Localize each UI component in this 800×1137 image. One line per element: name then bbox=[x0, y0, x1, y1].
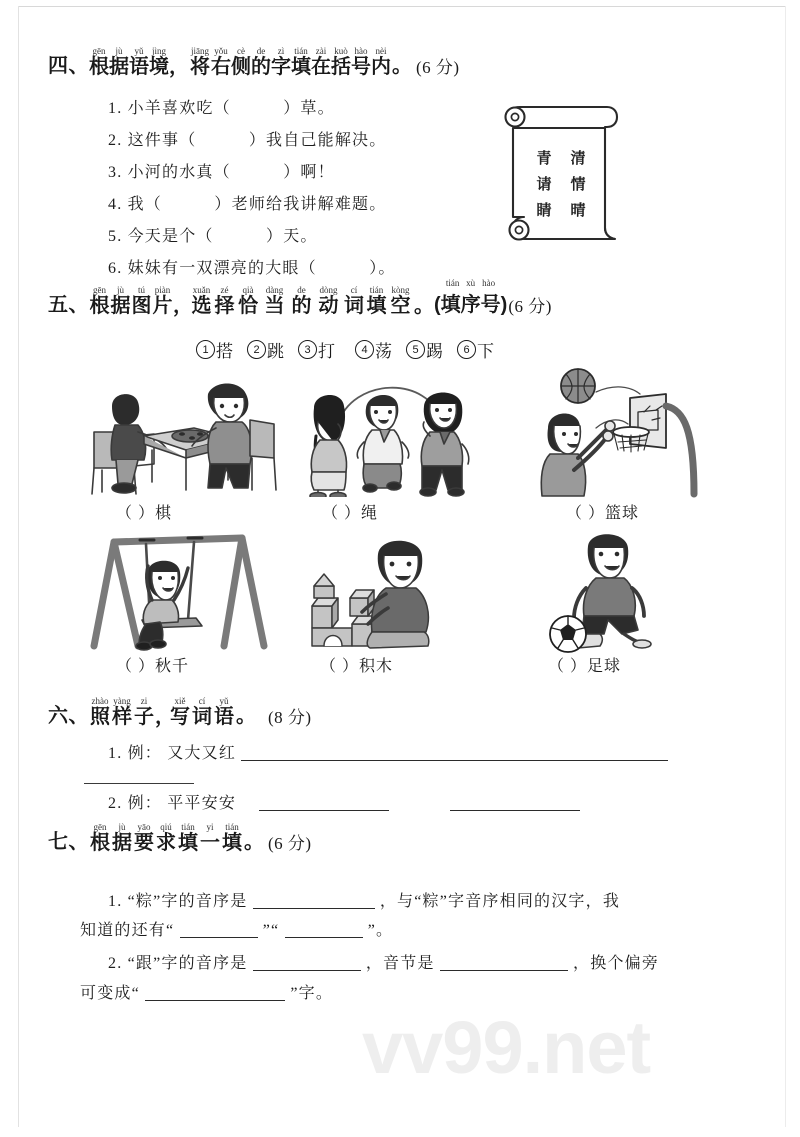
scroll-char-2: 清 bbox=[570, 150, 586, 167]
section-four-title bbox=[89, 44, 391, 78]
item-7-2-number: 2. bbox=[108, 955, 123, 972]
option-1-word: 搭 bbox=[216, 342, 233, 361]
verb-option-2[interactable] bbox=[247, 337, 284, 362]
option-1-number: 1 bbox=[196, 340, 215, 359]
caption-soccer-word: 足球 bbox=[587, 658, 622, 675]
section-five-score: (6 分) bbox=[508, 297, 552, 316]
picture-basketball bbox=[534, 366, 724, 498]
question-4-2-before: 这件事（ bbox=[127, 132, 197, 149]
section-heading-four bbox=[48, 44, 460, 78]
item-6-2-blank-2[interactable] bbox=[450, 810, 580, 811]
section-five-note-text: (填序号) bbox=[434, 294, 508, 316]
section-five-note-pinyin: tián xù hào bbox=[445, 278, 496, 288]
question-4-3-before: 小河的水真（ bbox=[127, 164, 231, 181]
question-4-1-after: ）草。 bbox=[283, 100, 335, 117]
verb-option-3[interactable] bbox=[298, 337, 335, 362]
item-6-2-label: 例： bbox=[127, 795, 163, 812]
caption-building-blocks bbox=[320, 653, 393, 676]
question-4-1-before: 小羊喜欢吃（ bbox=[127, 100, 231, 117]
item-7-2-text-d: 可变成“ bbox=[80, 985, 140, 1002]
item-7-1-blank-2[interactable] bbox=[180, 937, 258, 938]
scroll-char-6: 晴 bbox=[570, 202, 586, 219]
watermark: vv99.net bbox=[362, 1006, 651, 1089]
item-6-2-number: 2. bbox=[108, 795, 123, 812]
item-6-1-blank-1[interactable] bbox=[241, 760, 668, 761]
option-4-number: 4 bbox=[355, 340, 374, 359]
section-four-pinyin: gēn jù yǔ jìng jiāng yǒu cè de zì tián zài kuò hào nèi bbox=[92, 46, 387, 56]
scroll-char-1: 青 bbox=[536, 150, 552, 167]
picture-chess bbox=[82, 372, 282, 497]
question-4-2-after: ）我自己能解决。 bbox=[248, 132, 387, 149]
question-4-1-number: 1. bbox=[108, 100, 123, 117]
item-7-1-line-1 bbox=[108, 888, 620, 911]
section-four-hanzi: 根 据 语 境 ， 将 右 侧 的 字 填 在 括 号 内 bbox=[89, 56, 391, 78]
option-5-number: 5 bbox=[406, 340, 425, 359]
item-6-2-example: 平平安安 bbox=[167, 795, 237, 812]
item-7-2-text-a: “跟”字的音序是 bbox=[127, 955, 248, 972]
page-edge-left bbox=[18, 6, 19, 1127]
picture-soccer bbox=[544, 528, 714, 653]
section-number-seven: 七、 bbox=[48, 831, 89, 853]
section-six-title bbox=[89, 694, 235, 728]
item-6-1 bbox=[108, 740, 668, 763]
caption-basketball-word: 篮球 bbox=[605, 505, 640, 522]
caption-jump-rope-word: 绳 bbox=[361, 505, 379, 522]
item-7-2-text-c: ，换个偏旁 bbox=[573, 955, 660, 972]
section-six-period: 。 bbox=[236, 705, 256, 727]
section-four-period: 。 bbox=[392, 55, 412, 77]
item-6-2 bbox=[108, 790, 580, 813]
question-4-6-number: 6. bbox=[108, 260, 123, 277]
verb-option-4[interactable] bbox=[355, 337, 392, 362]
item-7-1-text-b: ，与“粽”字音序相同的汉字，我 bbox=[379, 893, 621, 910]
item-7-2-text-e: ”字。 bbox=[290, 985, 334, 1002]
item-7-2-blank-1[interactable] bbox=[253, 970, 361, 971]
question-4-3-after: ）啊！ bbox=[283, 164, 335, 181]
question-4-6-before: 妹妹有一双漂亮的大眼（ bbox=[127, 260, 317, 277]
question-4-4-number: 4. bbox=[108, 196, 123, 213]
option-4-word: 荡 bbox=[375, 342, 392, 361]
verb-option-1[interactable] bbox=[196, 337, 233, 362]
verb-option-6[interactable] bbox=[457, 337, 494, 362]
section-six-score: (8 分) bbox=[268, 708, 312, 727]
question-4-2 bbox=[108, 127, 386, 150]
scroll-char-4: 情 bbox=[570, 176, 586, 193]
item-7-1-text-a: “粽”字的音序是 bbox=[127, 893, 248, 910]
caption-jump-rope bbox=[322, 500, 378, 523]
caption-building-blocks-word: 积木 bbox=[359, 658, 394, 675]
question-4-3 bbox=[108, 159, 335, 182]
section-five-hanzi: 根 据 图 片 ， 选 择 恰 当 的 动 词 填 空 。 bbox=[89, 295, 434, 317]
scroll-illustration bbox=[487, 100, 621, 248]
section-seven-title bbox=[89, 820, 243, 854]
item-7-2-text-b: ，音节是 bbox=[365, 955, 435, 972]
section-six-hanzi: 照 样 子 ， 写 词 语 bbox=[90, 706, 234, 728]
option-2-number: 2 bbox=[247, 340, 266, 359]
caption-soccer-blank[interactable]: （ ） bbox=[548, 658, 588, 675]
option-5-word: 踢 bbox=[426, 342, 443, 361]
item-7-2-blank-2[interactable] bbox=[440, 970, 568, 971]
caption-swing bbox=[116, 653, 189, 676]
caption-basketball bbox=[566, 500, 639, 523]
section-seven-pinyin: gēn jù yāo qiú tián yi tián bbox=[93, 822, 239, 832]
item-7-1-number: 1. bbox=[108, 893, 123, 910]
option-6-word: 下 bbox=[477, 342, 494, 361]
item-7-2-line-2 bbox=[80, 980, 333, 1003]
section-number-four: 四、 bbox=[48, 55, 89, 77]
scroll-character-grid bbox=[527, 144, 595, 222]
section-six-pinyin: zhào yàng zi xiě cí yǔ bbox=[91, 696, 229, 706]
item-6-2-blank-1[interactable] bbox=[259, 810, 389, 811]
section-number-five: 五、 bbox=[48, 294, 89, 316]
caption-swing-blank[interactable]: （ ） bbox=[116, 658, 156, 675]
question-4-4 bbox=[108, 191, 386, 214]
caption-basketball-blank[interactable]: （ ） bbox=[566, 505, 606, 522]
option-3-word: 打 bbox=[318, 342, 335, 361]
item-7-2-blank-3[interactable] bbox=[145, 1000, 285, 1001]
option-2-word: 跳 bbox=[267, 342, 284, 361]
section-heading-five bbox=[48, 276, 552, 317]
verb-option-list bbox=[196, 337, 494, 362]
item-7-1-text-c: 知道的还有“ bbox=[80, 922, 175, 939]
item-7-2-line-1 bbox=[108, 950, 659, 973]
picture-jump-rope bbox=[300, 372, 480, 497]
item-6-1-label: 例： bbox=[127, 745, 163, 762]
caption-soccer bbox=[548, 653, 621, 676]
item-6-1-blank-2[interactable] bbox=[84, 783, 194, 784]
section-five-title bbox=[89, 283, 432, 317]
section-five-note bbox=[434, 276, 507, 317]
section-heading-six bbox=[48, 694, 312, 728]
caption-building-blocks-blank[interactable]: （ ） bbox=[320, 658, 360, 675]
question-4-1 bbox=[108, 95, 335, 118]
question-4-4-after: ）老师给我讲解难题。 bbox=[214, 196, 387, 213]
item-7-1-text-d: ”“ bbox=[262, 922, 280, 939]
question-4-5-before: 今天是个（ bbox=[127, 228, 214, 245]
question-4-5-number: 5. bbox=[108, 228, 123, 245]
section-seven-score: (6 分) bbox=[268, 834, 312, 853]
item-7-1-blank-3[interactable] bbox=[285, 937, 363, 938]
caption-chess bbox=[116, 500, 172, 523]
option-3-number: 3 bbox=[298, 340, 317, 359]
caption-chess-word: 棋 bbox=[155, 505, 173, 522]
caption-chess-blank[interactable]: （ ） bbox=[116, 505, 156, 522]
page-edge-right bbox=[785, 6, 786, 1127]
section-seven-period: 。 bbox=[244, 831, 264, 853]
item-7-1-blank-1[interactable] bbox=[253, 908, 375, 909]
section-seven-hanzi: 根 据 要 求 填 一 填 bbox=[90, 832, 242, 854]
question-4-5 bbox=[108, 223, 318, 246]
item-7-1-text-e: ”。 bbox=[367, 922, 394, 939]
caption-swing-word: 秋千 bbox=[155, 658, 190, 675]
scroll-char-3: 请 bbox=[536, 176, 552, 193]
verb-option-5[interactable] bbox=[406, 337, 443, 362]
item-6-1-number: 1. bbox=[108, 745, 123, 762]
question-4-2-number: 2. bbox=[108, 132, 123, 149]
scroll-char-5: 睛 bbox=[536, 202, 552, 219]
section-number-six: 六、 bbox=[48, 705, 89, 727]
item-7-1-line-2 bbox=[80, 917, 393, 940]
question-4-6 bbox=[108, 255, 396, 278]
section-heading-seven bbox=[48, 820, 312, 854]
question-4-4-before: 我（ bbox=[127, 196, 163, 213]
page-edge-top bbox=[18, 6, 786, 7]
caption-jump-rope-blank[interactable]: （ ） bbox=[322, 505, 362, 522]
question-4-5-after: ）天。 bbox=[266, 228, 318, 245]
option-6-number: 6 bbox=[457, 340, 476, 359]
item-6-1-example: 又大又红 bbox=[167, 745, 237, 762]
picture-swing bbox=[84, 528, 280, 653]
section-four-score: (6 分) bbox=[416, 58, 460, 77]
section-five-pinyin: gēn jù tú piàn xuǎn zé qià dàng de dòng cí tián kòng bbox=[93, 285, 410, 295]
question-4-3-number: 3. bbox=[108, 164, 123, 181]
question-4-6-after: ）。 bbox=[369, 260, 396, 277]
picture-building-blocks bbox=[304, 528, 484, 653]
